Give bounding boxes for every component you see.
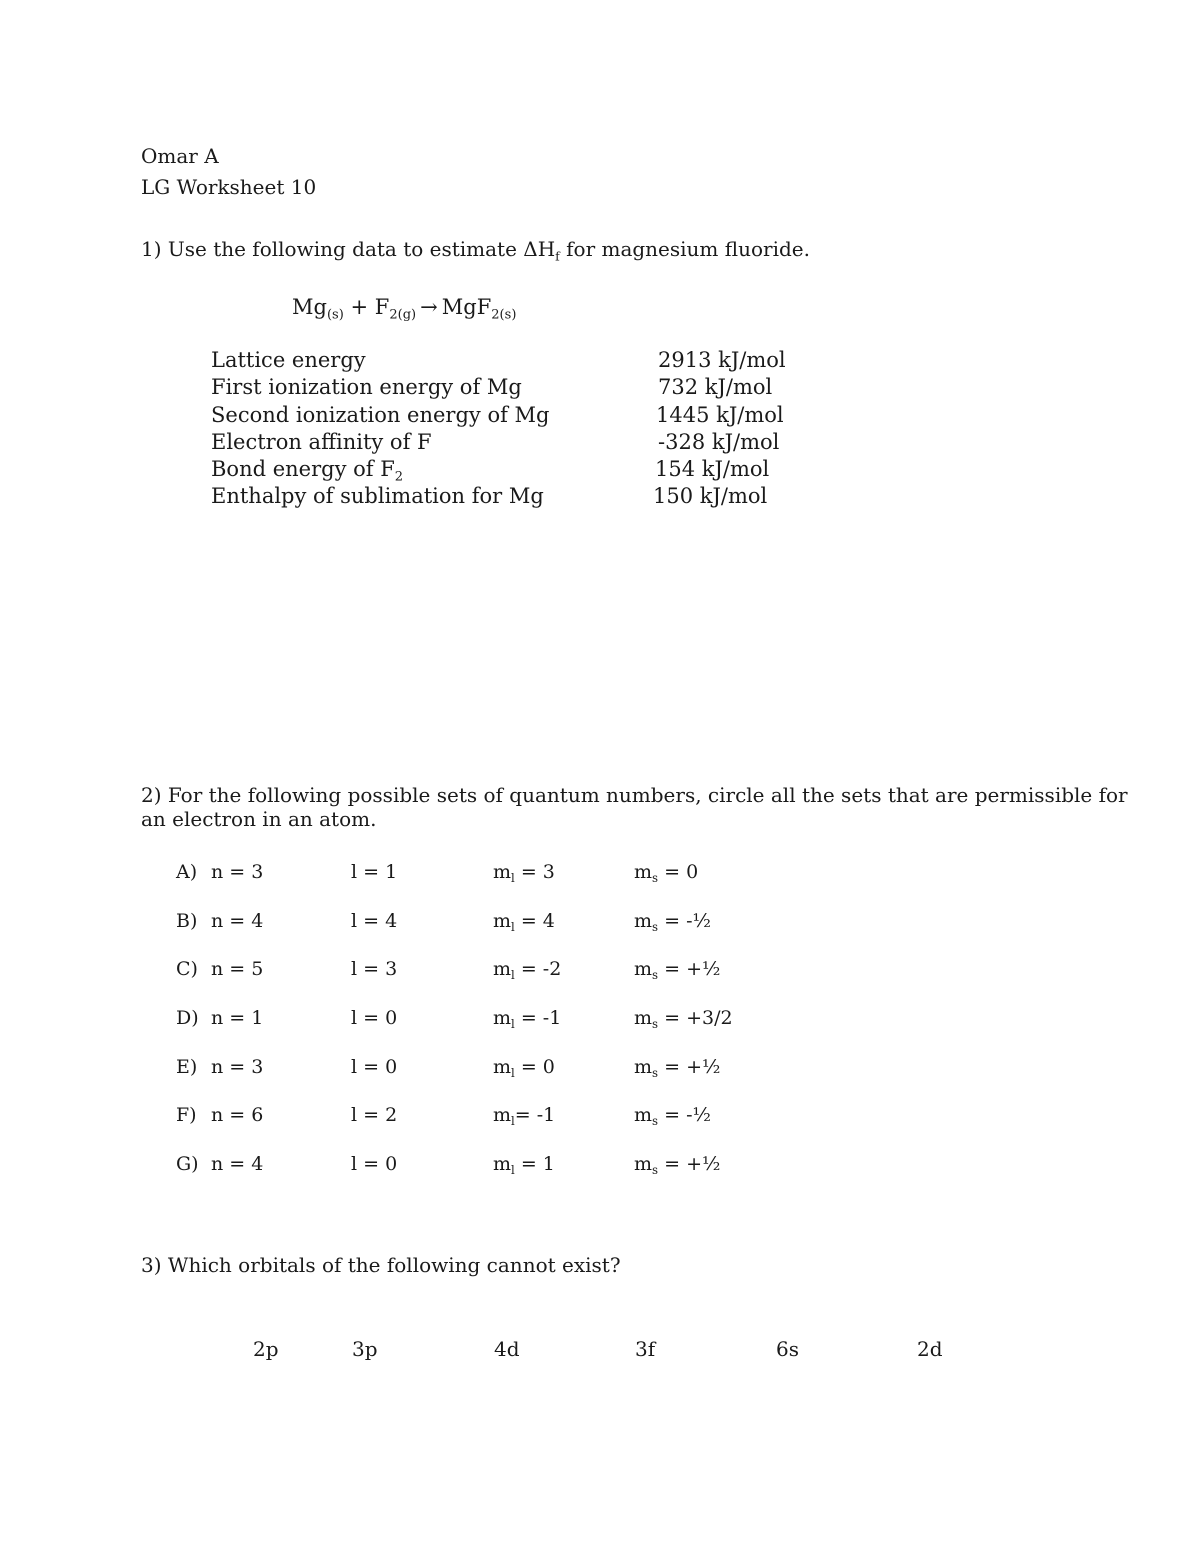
question-2-prompt-line-2: an electron in an atom.	[141, 807, 377, 831]
set-n-value: n = 5	[211, 958, 264, 980]
set-l-value: l = 0	[351, 1153, 398, 1175]
set-ml-value: $m_l = -1$	[493, 1007, 562, 1032]
question-2-prompt-line-1: 2) For the following possible sets of quantum numbers, circle all the sets that are permissible for	[141, 783, 1128, 807]
reactant-f: F	[374, 295, 390, 319]
reactant-f-state: 2(g)	[389, 307, 417, 323]
set-n-value: n = 3	[211, 1056, 264, 1078]
data-value-electron-affinity: -328 kJ/mol	[658, 430, 780, 454]
reaction-equation	[292, 295, 517, 323]
reaction-arrow: →	[420, 295, 438, 319]
question-1-text-start: 1) Use the following data to estimate ΔH	[141, 237, 556, 261]
set-l-value: l = 3	[351, 958, 398, 980]
data-value-bond-energy: 154 kJ/mol	[655, 457, 770, 481]
orbital-option: 6s	[776, 1337, 799, 1361]
worksheet-title: LG Worksheet 10	[141, 175, 317, 199]
orbital-option: 4d	[494, 1337, 520, 1361]
orbital-option: 3p	[352, 1337, 378, 1361]
set-letter: G)	[176, 1153, 199, 1175]
set-ms-value: $m_s$ = -½	[634, 910, 711, 935]
data-value-second-ionization: 1445 kJ/mol	[656, 403, 784, 427]
set-letter: A)	[176, 861, 198, 883]
set-n-value: n = 4	[211, 910, 264, 932]
set-l-value: l = 1	[351, 861, 398, 883]
orbital-option: 2d	[917, 1337, 943, 1361]
set-letter: C)	[176, 958, 198, 980]
question-1-subscript: f	[555, 248, 560, 264]
set-ms-value: $m_s$ = +½	[634, 1056, 721, 1081]
data-label-first-ionization: First ionization energy of Mg	[211, 375, 522, 399]
set-ml-value: $m_l = -2$	[493, 958, 562, 983]
set-letter: D)	[176, 1007, 199, 1029]
plus-sign: +	[350, 295, 369, 319]
question-1-prompt	[141, 237, 810, 264]
data-label-lattice: Lattice energy	[211, 348, 366, 372]
set-ml-value: $m_l = 0$	[493, 1056, 555, 1081]
bond-energy-subscript: 2	[394, 469, 404, 485]
set-ms-value: $m_s = 0$	[634, 861, 699, 886]
data-value-sublimation: 150 kJ/mol	[653, 484, 768, 508]
question-1-text-end: for magnesium fluoride.	[559, 237, 810, 261]
data-value-lattice: 2913 kJ/mol	[658, 348, 786, 372]
set-l-value: l = 2	[351, 1104, 398, 1126]
set-ms-value: $m_s$ = +½	[634, 958, 721, 983]
set-n-value: n = 3	[211, 861, 264, 883]
data-label-bond-energy	[211, 457, 404, 485]
product-mgf: MgF	[441, 295, 492, 319]
set-ml-value: $m_l = 4$	[493, 910, 555, 935]
set-l-value: l = 0	[351, 1056, 398, 1078]
orbital-option: 2p	[253, 1337, 279, 1361]
set-letter: F)	[176, 1104, 197, 1126]
set-ms-value: $m_s$ = +½	[634, 1153, 721, 1178]
reactant-mg: Mg	[292, 295, 327, 319]
data-label-electron-affinity: Electron affinity of F	[211, 430, 432, 454]
set-l-value: l = 0	[351, 1007, 398, 1029]
bond-energy-text: Bond energy of F	[211, 457, 395, 481]
data-label-sublimation: Enthalpy of sublimation for Mg	[211, 484, 544, 508]
question-3-prompt: 3) Which orbitals of the following cannot exist?	[141, 1253, 621, 1277]
set-letter: B)	[176, 910, 198, 932]
data-label-second-ionization: Second ionization energy of Mg	[211, 403, 550, 427]
set-ms-value: $m_s = +3/2$	[634, 1007, 733, 1032]
orbital-option: 3f	[635, 1337, 656, 1361]
set-n-value: n = 1	[211, 1007, 264, 1029]
set-letter: E)	[176, 1056, 198, 1078]
author-name: Omar A	[141, 144, 219, 168]
set-ms-value: $m_s$ = -½	[634, 1104, 711, 1129]
set-n-value: n = 6	[211, 1104, 264, 1126]
set-ml-value: $m_l = 1$	[493, 1153, 555, 1178]
data-value-first-ionization: 732 kJ/mol	[658, 375, 773, 399]
set-ml-value: $m_l= -1$	[493, 1104, 556, 1129]
product-mgf-state: 2(s)	[491, 307, 517, 323]
set-n-value: n = 4	[211, 1153, 264, 1175]
set-l-value: l = 4	[351, 910, 398, 932]
reactant-mg-state: (s)	[326, 307, 344, 323]
set-ml-value: $m_l = 3$	[493, 861, 555, 886]
